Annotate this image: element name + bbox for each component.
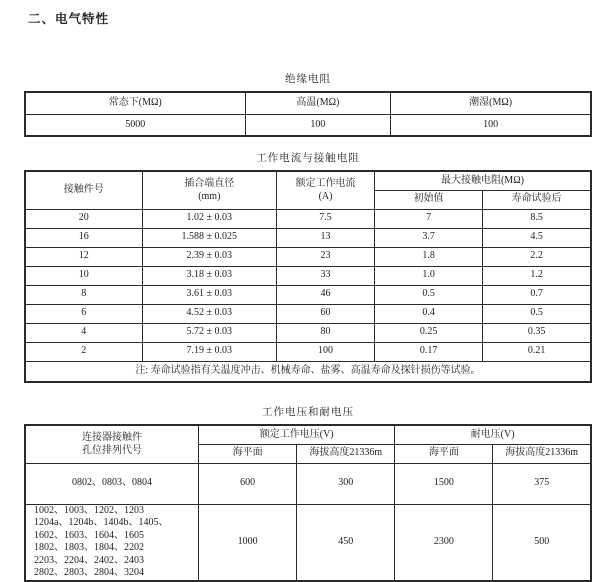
table-cell: 80 [277,323,375,342]
table-header-cell: 初始值 [374,190,482,209]
table-row [25,209,591,228]
table-cell: 1.02 ± 0.03 [142,209,277,228]
table-cell: 500 [493,504,591,581]
table-cell: 0.5 [374,285,482,304]
table-cell: 8 [25,285,142,304]
table-cell: 46 [277,285,375,304]
table-cell: 2300 [395,504,493,581]
table-cell: 4.5 [483,228,591,247]
table-row [25,247,591,266]
table-cell: 375 [493,463,591,504]
table-cell: 1.0 [374,266,482,285]
header-line: (mm) [198,191,221,203]
document-content [24,71,592,582]
table-cell: 16 [25,228,142,247]
table-cell: 7 [374,209,482,228]
table-header-row [25,425,591,444]
table-cell: 1.2 [483,266,591,285]
table-header-cell [25,425,199,463]
table-cell: 0.5 [483,304,591,323]
table-header-cell: 耐电压(V) [395,425,591,444]
table-header-cell: 额定工作电压(V) [199,425,395,444]
table-cell: 5000 [25,114,245,136]
section-title: 二、电气特性 [28,12,110,26]
table-cell: 12 [25,247,142,266]
table-cell: 10 [25,266,142,285]
current-table-caption: 工作电流与接触电阻 [256,153,360,164]
table-row [25,504,591,581]
table-cell: 7.5 [277,209,375,228]
table-cell: 0.21 [483,342,591,361]
table-row [25,463,591,504]
table-header-cell: 常态下(MΩ) [25,92,245,114]
table-row [25,114,591,136]
table-row [25,266,591,285]
insulation-table-caption: 绝缘电阻 [285,74,331,85]
table-row [25,323,591,342]
table-header-cell: 海平面 [199,444,297,463]
table-cell: 2.39 ± 0.03 [142,247,277,266]
table-cell: 0.17 [374,342,482,361]
header-line: 孔位排列代号 [82,445,143,457]
table-cell: 13 [277,228,375,247]
table-cell: 0.4 [374,304,482,323]
voltage-table-caption: 工作电压和耐电压 [262,407,354,418]
table-header-cell: 寿命试验后 [483,190,591,209]
table-cell: 6 [25,304,142,323]
contact-codes-cell: 0802、0803、0804 [25,463,199,504]
table-header-cell: 潮湿(MΩ) [391,92,591,114]
table-header-cell [142,171,277,209]
table-cell: 0.25 [374,323,482,342]
header-line: 连接器接触件 [82,432,143,444]
table-cell: 2 [25,342,142,361]
table-cell: 2.2 [483,247,591,266]
table-header-row [25,171,591,190]
table-header-cell: 海平面 [395,444,493,463]
contact-codes-cell: 1002、1003、1202、1203 1204a、1204b、1404b、1405、 1602、1603、1604、1605 1802、1803、1804、2202 2203、2204、2402、2403 2802、2803、2804、3204 [25,504,199,581]
table-cell: 33 [277,266,375,285]
table-cell: 5.72 ± 0.03 [142,323,277,342]
table-row [25,228,591,247]
table-cell: 20 [25,209,142,228]
table-cell: 0.35 [483,323,591,342]
table-cell: 3.7 [374,228,482,247]
table-cell: 4 [25,323,142,342]
table-header-cell: 海拔高度21336m [297,444,395,463]
table-cell: 7.19 ± 0.03 [142,342,277,361]
table-header-cell: 最大接触电阻(MΩ) [374,171,591,190]
table-header-cell: 高温(MΩ) [245,92,391,114]
voltage-table [24,424,592,582]
table-note: 注: 寿命试验指有关温度冲击、机械寿命、盐雾、高温寿命及探针损伤等试验。 [25,361,591,382]
insulation-table [24,91,592,137]
current-table [24,170,592,383]
table-cell: 450 [297,504,395,581]
table-cell: 1.8 [374,247,482,266]
table-cell: 0.7 [483,285,591,304]
table-header-cell: 海拔高度21336m [493,444,591,463]
table-header-cell: 接触件号 [25,171,142,209]
table-cell: 23 [277,247,375,266]
table-cell: 100 [277,342,375,361]
table-cell: 60 [277,304,375,323]
table-cell: 3.61 ± 0.03 [142,285,277,304]
table-note-row [25,361,591,382]
table-cell: 1.588 ± 0.025 [142,228,277,247]
table-row [25,285,591,304]
header-line: 插合端直径 [184,178,235,190]
table-header-cell [277,171,375,209]
header-line: 额定工作电流 [295,178,356,190]
table-cell: 4.52 ± 0.03 [142,304,277,323]
table-cell: 300 [297,463,395,504]
table-cell: 8.5 [483,209,591,228]
table-cell: 100 [245,114,391,136]
table-cell: 600 [199,463,297,504]
table-row [25,342,591,361]
table-cell: 1000 [199,504,297,581]
table-cell: 1500 [395,463,493,504]
table-cell: 100 [391,114,591,136]
header-line: (A) [318,191,333,203]
table-cell: 3.18 ± 0.03 [142,266,277,285]
table-header-row [25,92,591,114]
table-row [25,304,591,323]
